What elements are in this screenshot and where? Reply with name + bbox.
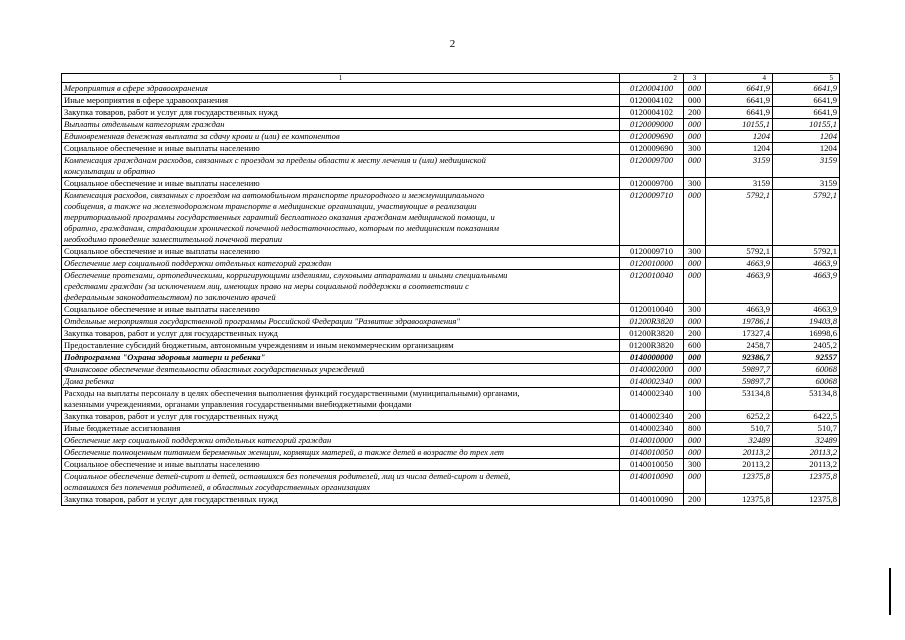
row-code: 0140010050 <box>620 447 684 459</box>
table-header-row <box>62 74 840 83</box>
table-row <box>62 155 840 178</box>
row-name-line: сообщения, а также на железнодорожном транспорте в медицинские организации, участвующие в реализации <box>64 201 477 211</box>
page-number: 2 <box>449 38 456 50</box>
row-name <box>62 131 620 143</box>
row-name-line: Закупка товаров, работ и услуг для государственных нужд <box>64 328 278 338</box>
table-row <box>62 494 840 506</box>
row-value-5: 60068 <box>773 364 840 376</box>
row-type: 300 <box>684 178 706 190</box>
row-type: 000 <box>684 95 706 107</box>
row-code: 0140010090 <box>620 494 684 506</box>
row-type: 000 <box>684 435 706 447</box>
row-name-line: Предоставление субсидий бюджетным, автономным учреждениям и иным некоммерческим организациям <box>64 340 454 350</box>
row-value-4: 12375,8 <box>706 494 773 506</box>
row-type: 200 <box>684 328 706 340</box>
row-type: 200 <box>684 494 706 506</box>
row-value-4: 3159 <box>706 155 773 178</box>
row-type: 300 <box>684 459 706 471</box>
table-row <box>62 190 840 246</box>
row-name-line: консультации и обратно <box>64 166 156 176</box>
row-name-line: Социальное обеспечение и иные выплаты населению <box>64 143 260 153</box>
table-body <box>62 83 840 506</box>
table-row <box>62 83 840 95</box>
row-code: 0120009000 <box>620 119 684 131</box>
row-value-5: 510,7 <box>773 423 840 435</box>
row-type: 000 <box>684 131 706 143</box>
row-value-5: 19403,8 <box>773 316 840 328</box>
row-value-4: 5792,1 <box>706 246 773 258</box>
row-name-line: Обеспечение мер социальной поддержки отдельных категорий граждан <box>64 435 332 445</box>
row-name-line: Закупка товаров, работ и услуг для государственных нужд <box>64 411 278 421</box>
row-name-line: Отдельные мероприятия государственной программы Российской Федерации "Развитие здравоохранения" <box>64 316 460 326</box>
row-name-line: Компенсация гражданам расходов, связанных с проездом за пределы области к месту лечения и (или) медицинской <box>64 155 486 165</box>
row-code: 0120004102 <box>620 107 684 119</box>
table-row <box>62 340 840 352</box>
row-code: 0140002340 <box>620 388 684 411</box>
row-name <box>62 447 620 459</box>
row-name-line: Социальное обеспечение детей-сирот и детей, оставшихся без попечения родителей, лиц из числа детей-сирот и детей, <box>64 471 511 481</box>
row-type: 000 <box>684 190 706 246</box>
scan-edge-mark <box>889 568 891 615</box>
row-code: 0120009710 <box>620 246 684 258</box>
row-code: 01200R3820 <box>620 340 684 352</box>
row-type: 000 <box>684 155 706 178</box>
row-code: 0140002000 <box>620 364 684 376</box>
row-type: 300 <box>684 246 706 258</box>
row-code: 0140000000 <box>620 352 684 364</box>
row-name-line: Социальное обеспечение и иные выплаты населению <box>64 246 260 256</box>
row-value-4: 20113,2 <box>706 459 773 471</box>
row-code: 0140010000 <box>620 435 684 447</box>
row-value-4: 6252,2 <box>706 411 773 423</box>
row-type: 000 <box>684 352 706 364</box>
row-code: 0120010000 <box>620 258 684 270</box>
row-value-5: 12375,8 <box>773 471 840 494</box>
row-type: 000 <box>684 471 706 494</box>
row-value-4: 6641,9 <box>706 83 773 95</box>
table-row <box>62 447 840 459</box>
row-name-line: Дома ребенка <box>64 376 114 386</box>
row-code: 01200R3820 <box>620 328 684 340</box>
table-row <box>62 316 840 328</box>
row-name-line: Мероприятия в сфере здравоохранения <box>64 83 208 93</box>
row-name-line: Социальное обеспечение и иные выплаты населению <box>64 459 260 469</box>
row-name-line: Обеспечение протезами, ортопедическими, корригирующими изделиями, слуховыми аппаратами и иными специальными <box>64 270 508 280</box>
row-name-line: Единовременная денежная выплата за сдачу крови и (или) ее компонентов <box>64 131 340 141</box>
row-value-4: 59897,7 <box>706 364 773 376</box>
row-type: 000 <box>684 258 706 270</box>
budget-table <box>61 73 840 506</box>
row-value-4: 2458,7 <box>706 340 773 352</box>
row-name-line: Закупка товаров, работ и услуг для государственных нужд <box>64 494 278 504</box>
table-row <box>62 328 840 340</box>
row-name <box>62 246 620 258</box>
row-code: 01200R3820 <box>620 316 684 328</box>
row-value-5: 1204 <box>773 131 840 143</box>
row-value-5: 4663,9 <box>773 270 840 304</box>
row-value-4: 10155,1 <box>706 119 773 131</box>
row-code: 0120004102 <box>620 95 684 107</box>
row-code: 0120009710 <box>620 190 684 246</box>
row-value-4: 17327,4 <box>706 328 773 340</box>
column-header-value-5: 5 <box>773 74 840 83</box>
row-value-5: 60068 <box>773 376 840 388</box>
table-row <box>62 423 840 435</box>
row-value-4: 510,7 <box>706 423 773 435</box>
row-value-4: 1204 <box>706 131 773 143</box>
row-value-5: 32489 <box>773 435 840 447</box>
column-header-code: 2 <box>620 74 684 83</box>
row-name-line: Закупка товаров, работ и услуг для государственных нужд <box>64 107 278 117</box>
row-name-line: Выплаты отдельным категориям граждан <box>64 119 225 129</box>
row-value-5: 2405,2 <box>773 340 840 352</box>
row-name-line: Иные бюджетные ассигнования <box>64 423 181 433</box>
row-value-4: 5792,1 <box>706 190 773 246</box>
row-name-line: Социальное обеспечение и иные выплаты населению <box>64 304 260 314</box>
row-value-5: 3159 <box>773 178 840 190</box>
row-name <box>62 411 620 423</box>
row-name-line: оставшихся без попечения родителей, в областных государственных организациях <box>64 482 371 492</box>
table-row <box>62 131 840 143</box>
row-type: 000 <box>684 83 706 95</box>
row-name <box>62 155 620 178</box>
row-value-4: 3159 <box>706 178 773 190</box>
table-row <box>62 376 840 388</box>
row-type: 800 <box>684 423 706 435</box>
row-name-line: казенными учреждениями, органами управления государственными внебюджетными фондами <box>64 399 412 409</box>
row-value-5: 20113,2 <box>773 459 840 471</box>
row-type: 200 <box>684 411 706 423</box>
row-name-line: обратно, гражданам, страдающим хронической почечной недостаточностью, которым по медицинским показаниям <box>64 223 499 233</box>
row-name-line: Подпрограмма "Охрана здоровья матери и ребенка" <box>64 352 266 362</box>
row-name <box>62 107 620 119</box>
row-name <box>62 328 620 340</box>
row-value-5: 5792,1 <box>773 246 840 258</box>
row-value-4: 53134,8 <box>706 388 773 411</box>
row-value-5: 6641,9 <box>773 107 840 119</box>
row-name-line: необходимо проведение заместительной почечной терапии <box>64 234 283 244</box>
row-name-line: средствами граждан (за исключением лиц, имеющих право на меры социальной поддержки в соответствии с <box>64 281 469 291</box>
row-value-4: 6641,9 <box>706 107 773 119</box>
column-header-type: 3 <box>684 74 706 83</box>
row-value-4: 20113,2 <box>706 447 773 459</box>
column-header-name: 1 <box>62 74 620 83</box>
row-code: 0140002340 <box>620 423 684 435</box>
row-type: 300 <box>684 304 706 316</box>
row-name <box>62 83 620 95</box>
row-value-4: 4663,9 <box>706 258 773 270</box>
row-value-4: 4663,9 <box>706 270 773 304</box>
table-row <box>62 258 840 270</box>
row-name-line: Компенсация расходов, связанных с проездом на автомобильном транспорте пригородного и межмуниципального <box>64 190 485 200</box>
row-name-line: Финансовое обеспечение деятельности областных государственных учреждений <box>64 364 365 374</box>
row-name-line: Обеспечение мер социальной поддержки отдельных категорий граждан <box>64 258 332 268</box>
row-code: 0120009700 <box>620 178 684 190</box>
row-name <box>62 95 620 107</box>
row-name <box>62 304 620 316</box>
column-header-value-4: 4 <box>706 74 773 83</box>
row-name <box>62 388 620 411</box>
row-value-5: 12375,8 <box>773 494 840 506</box>
row-name <box>62 190 620 246</box>
row-code: 0120009690 <box>620 131 684 143</box>
row-name-line: Расходы на выплаты персоналу в целях обеспечения выполнения функций государственными (муниципальными) органами, <box>64 388 520 398</box>
row-type: 200 <box>684 107 706 119</box>
row-code: 0140002340 <box>620 376 684 388</box>
row-name <box>62 423 620 435</box>
table-row <box>62 471 840 494</box>
row-value-5: 4663,9 <box>773 304 840 316</box>
row-code: 0120009700 <box>620 155 684 178</box>
table-row <box>62 304 840 316</box>
row-value-4: 32489 <box>706 435 773 447</box>
row-name <box>62 178 620 190</box>
row-name-line: Обеспечение полноценным питанием беременных женщин, кормящих матерей, а также детей в возрасте до трех лет <box>64 447 504 457</box>
row-value-4: 19786,1 <box>706 316 773 328</box>
row-name-line: Иные мероприятия в сфере здравоохранения <box>64 95 229 105</box>
row-name-line: федеральным законодательством) по заключению врачей <box>64 292 276 302</box>
row-name <box>62 258 620 270</box>
row-value-5: 5792,1 <box>773 190 840 246</box>
row-type: 300 <box>684 143 706 155</box>
row-name <box>62 352 620 364</box>
table-row <box>62 178 840 190</box>
row-value-4: 12375,8 <box>706 471 773 494</box>
row-value-5: 53134,8 <box>773 388 840 411</box>
table-row <box>62 435 840 447</box>
table-row <box>62 95 840 107</box>
row-value-5: 6641,9 <box>773 83 840 95</box>
row-value-5: 1204 <box>773 143 840 155</box>
table-row <box>62 352 840 364</box>
table-row <box>62 411 840 423</box>
row-value-5: 3159 <box>773 155 840 178</box>
row-value-5: 16998,6 <box>773 328 840 340</box>
row-type: 000 <box>684 447 706 459</box>
row-value-4: 59897,7 <box>706 376 773 388</box>
row-value-5: 20113,2 <box>773 447 840 459</box>
row-name <box>62 270 620 304</box>
row-name <box>62 119 620 131</box>
table-row <box>62 119 840 131</box>
row-name-line: территориальной программы государственных гарантий бесплатного оказания гражданам медицинской помощи, и <box>64 212 495 222</box>
table-row <box>62 364 840 376</box>
row-code: 0140010090 <box>620 471 684 494</box>
row-value-5: 6641,9 <box>773 95 840 107</box>
row-type: 000 <box>684 119 706 131</box>
table-row <box>62 143 840 155</box>
row-type: 000 <box>684 316 706 328</box>
row-type: 000 <box>684 270 706 304</box>
row-name <box>62 376 620 388</box>
table-row <box>62 388 840 411</box>
row-code: 0120010040 <box>620 304 684 316</box>
row-name <box>62 340 620 352</box>
row-name <box>62 435 620 447</box>
row-name-line: Социальное обеспечение и иные выплаты населению <box>64 178 260 188</box>
row-name <box>62 364 620 376</box>
row-code: 0140010050 <box>620 459 684 471</box>
row-value-5: 6422,5 <box>773 411 840 423</box>
row-type: 100 <box>684 388 706 411</box>
row-code: 0140002340 <box>620 411 684 423</box>
row-value-4: 4663,9 <box>706 304 773 316</box>
row-type: 000 <box>684 376 706 388</box>
table-row <box>62 459 840 471</box>
table-row <box>62 107 840 119</box>
row-name <box>62 471 620 494</box>
table-row <box>62 246 840 258</box>
row-name <box>62 316 620 328</box>
row-code: 0120004100 <box>620 83 684 95</box>
row-value-4: 1204 <box>706 143 773 155</box>
row-value-5: 4663,9 <box>773 258 840 270</box>
row-type: 000 <box>684 364 706 376</box>
row-name <box>62 494 620 506</box>
row-type: 600 <box>684 340 706 352</box>
row-name <box>62 143 620 155</box>
row-value-4: 6641,9 <box>706 95 773 107</box>
row-code: 0120009690 <box>620 143 684 155</box>
row-value-4: 92386,7 <box>706 352 773 364</box>
row-code: 0120010040 <box>620 270 684 304</box>
row-value-5: 92557 <box>773 352 840 364</box>
row-name <box>62 459 620 471</box>
table-row <box>62 270 840 304</box>
row-value-5: 10155,1 <box>773 119 840 131</box>
